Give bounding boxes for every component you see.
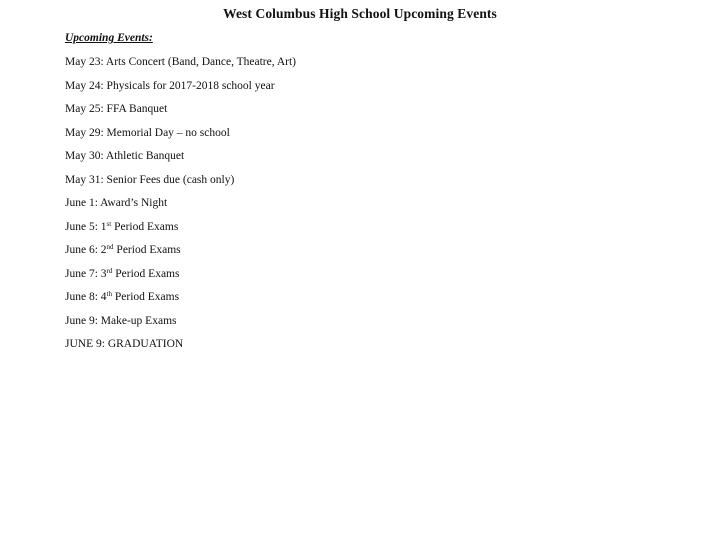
document-title: West Columbus High School Upcoming Events [223,6,497,21]
event-description: Physicals for 2017-2018 school year [106,79,275,92]
event-item: May 23: Arts Concert (Band, Dance, Theatre, Art) [65,56,297,68]
event-date: May 31 [65,173,101,186]
event-date: May 29 [65,126,101,139]
event-date: June 7 [65,267,95,280]
event-description-rest: Period Exams [111,220,179,233]
event-description: Memorial Day – no school [106,126,230,139]
event-date: May 25 [65,103,101,115]
section-heading: Upcoming Events: [65,32,153,44]
event-item: May 30: Athletic Banquet [65,150,185,162]
event-item: May 31: Senior Fees due (cash only) [65,173,235,186]
event-date: June 5 [65,220,95,233]
event-item: May 25: FFA Banquet [65,103,168,115]
event-description: 4 [100,291,107,303]
ordinal-suffix: th [106,290,112,298]
event-item: May 24: Physicals for 2017-2018 school year [65,79,275,92]
event-description: 3 [100,267,107,280]
event-description-rest: Period Exams [113,244,181,256]
event-date: JUNE 9 [65,338,102,350]
event-item: May 29: Memorial Day – no school [65,126,230,139]
event-description: GRADUATION [107,338,184,350]
event-date: May 23 [65,56,101,68]
event-item: June 9: Make-up Exams [65,314,177,327]
events-list [65,56,296,362]
event-item: June 7: 3rd Period Exams [65,266,180,280]
event-date: May 24 [65,79,101,92]
ordinal-suffix: nd [106,243,114,251]
event-description: 2 [100,244,107,256]
event-item: June 6: 2nd Period Exams [65,243,181,256]
event-description: Athletic Banquet [105,150,185,162]
ordinal-suffix: rd [106,266,113,275]
event-date: June 8 [65,291,95,303]
event-item: JUNE 9: GRADUATION [65,338,184,350]
event-date: June 1 [65,197,95,209]
event-description: Award’s Night [100,197,168,209]
event-item: June 5: 1st Period Exams [65,219,179,233]
event-description: FFA Banquet [106,103,168,115]
event-description: Arts Concert (Band, Dance, Theatre, Art) [105,56,297,68]
event-description: 1 [100,220,107,233]
event-description: Senior Fees due (cash only) [106,173,235,186]
ordinal-suffix: st [106,219,112,228]
event-description-rest: Period Exams [112,291,180,303]
event-item: June 1: Award’s Night [65,197,168,209]
event-date: June 6 [65,244,95,256]
event-item: June 8: 4th Period Exams [65,290,180,303]
event-description-rest: Period Exams [112,267,180,280]
event-date: June 9 [65,314,95,327]
event-date: May 30 [65,150,101,162]
event-description: Make-up Exams [100,314,177,327]
